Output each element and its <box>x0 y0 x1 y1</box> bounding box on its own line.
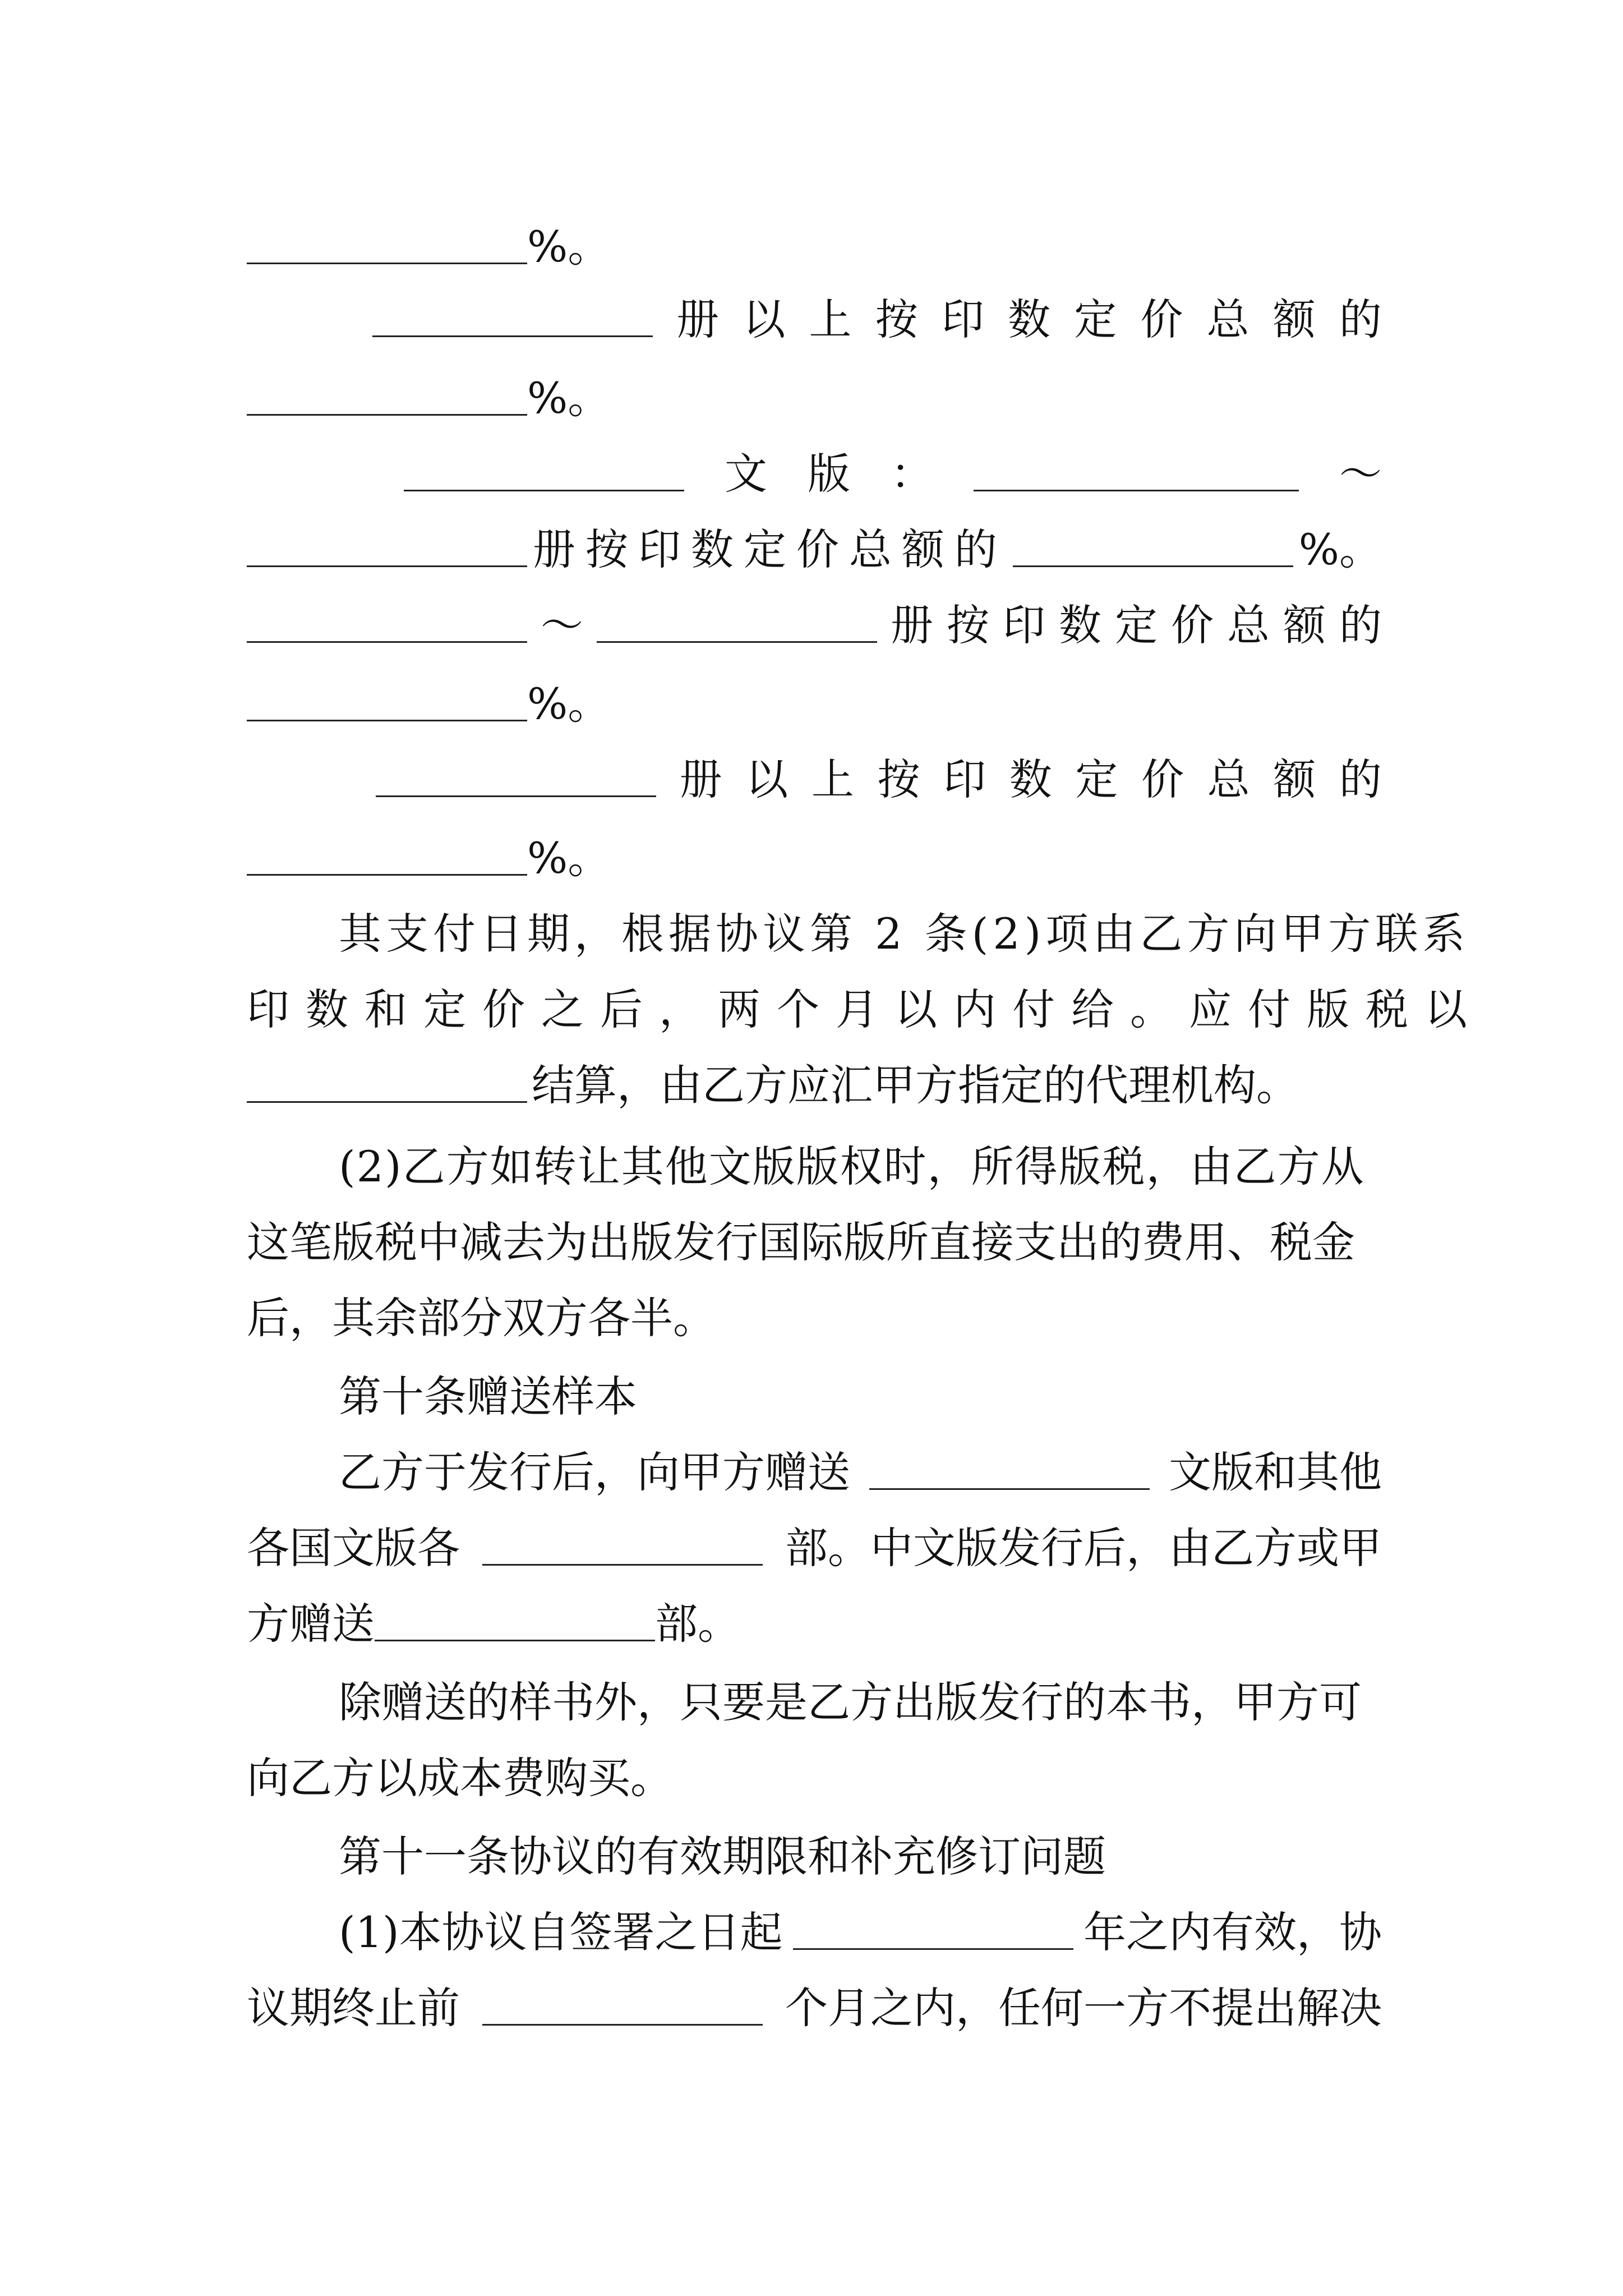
text-segment: 部。中文版发行后，由乙方或甲 <box>785 1523 1382 1573</box>
text-line <box>247 510 1382 589</box>
text-line <box>376 740 1382 819</box>
fill-in-blank[interactable] <box>793 1916 1073 1950</box>
text-line <box>247 208 1382 286</box>
text-segment: 总 <box>1207 754 1250 804</box>
text-segment: 印数和定价之后，两个月以内付给。应付版税以 <box>247 984 1483 1034</box>
text-segment: 册按印数定价总额的 <box>532 524 1007 574</box>
text-line <box>247 665 1382 743</box>
text-segment: 按 <box>877 754 920 804</box>
text-segment: 后，其余部分双方各半。 <box>247 1293 716 1343</box>
paragraph-line <box>339 1128 1382 1206</box>
paragraph-line <box>339 1893 1382 1972</box>
text-segment: %。 <box>527 679 611 729</box>
paragraph-line <box>339 1663 1382 1742</box>
text-segment: %。 <box>1298 524 1382 574</box>
paragraph-line <box>247 1585 1382 1663</box>
text-segment: 方赠送 <box>247 1599 375 1649</box>
text-segment: 按 <box>875 295 918 344</box>
text-segment: ： <box>891 449 933 499</box>
heading-text: 第十一条协议的有效期限和补充修订问题 <box>339 1832 1106 1881</box>
text-segment: 册 <box>891 600 933 650</box>
text-segment: 上 <box>809 295 852 344</box>
text-segment: 印 <box>1003 600 1045 650</box>
text-segment: 其支付日期，根据协议第 2 条(2)项由乙方向甲方联系 <box>339 909 1470 959</box>
paragraph-line <box>247 1279 1382 1358</box>
paragraph-line <box>247 1046 1382 1125</box>
text-segment: 的 <box>1339 295 1382 344</box>
text-segment: 定 <box>1074 295 1117 344</box>
fill-in-blank[interactable] <box>247 533 527 567</box>
text-segment: 除赠送的样书外，只要是乙方出版发行的本书，甲方可 <box>339 1677 1362 1727</box>
text-segment: 额 <box>1272 295 1316 344</box>
text-segment: 印 <box>943 754 986 804</box>
text-segment: %。 <box>527 222 611 272</box>
fill-in-blank[interactable] <box>247 381 527 416</box>
text-segment: ～ <box>541 600 583 650</box>
text-segment: 的 <box>1339 600 1382 650</box>
text-segment: 定 <box>1115 600 1158 650</box>
text-segment: (2)乙方如转让其他文版版权时，所得版税，由乙方从 <box>339 1142 1365 1191</box>
text-segment: 向乙方以成本费购买。 <box>247 1753 673 1803</box>
text-segment: 乙方于发行后，向甲方赠送 <box>339 1447 850 1497</box>
fill-in-blank[interactable] <box>376 763 656 797</box>
text-line <box>247 586 1382 665</box>
fill-in-blank[interactable] <box>869 1456 1150 1490</box>
text-segment: 以 <box>743 295 786 344</box>
text-segment: %。 <box>527 833 611 883</box>
text-segment: 总 <box>1206 295 1249 344</box>
text-segment: 文 <box>725 449 767 499</box>
paragraph-line <box>247 1203 1382 1282</box>
paragraph-line <box>247 1739 1382 1818</box>
fill-in-blank[interactable] <box>247 609 527 643</box>
text-line <box>372 280 1382 359</box>
text-segment: 数 <box>1009 754 1052 804</box>
fill-in-blank[interactable] <box>375 1607 655 1641</box>
text-line <box>247 819 1382 898</box>
text-segment: 部。 <box>655 1599 740 1649</box>
text-segment: 价 <box>1140 295 1183 344</box>
fill-in-blank[interactable] <box>247 687 527 721</box>
fill-in-blank[interactable] <box>1013 533 1293 567</box>
text-segment: 结算，由乙方应汇甲方指定的代理机构。 <box>532 1060 1299 1110</box>
text-segment: %。 <box>527 373 611 423</box>
section-heading <box>339 1358 1382 1436</box>
text-segment: 年之内有效，协 <box>1083 1907 1382 1957</box>
text-segment: 册 <box>676 295 720 344</box>
fill-in-blank[interactable] <box>404 457 684 491</box>
fill-in-blank[interactable] <box>482 1991 763 2026</box>
text-segment: 以 <box>745 754 789 804</box>
paragraph-line <box>339 1433 1382 1512</box>
text-segment: (1)本协议自签署之日起 <box>339 1907 783 1957</box>
text-segment: 定 <box>1075 754 1118 804</box>
paragraph-line <box>247 1509 1382 1588</box>
text-line <box>404 435 1382 513</box>
text-segment: 按 <box>947 600 989 650</box>
text-segment: 总 <box>1227 600 1270 650</box>
fill-in-blank[interactable] <box>372 303 653 337</box>
fill-in-blank[interactable] <box>974 457 1299 491</box>
text-segment: 的 <box>1339 754 1382 804</box>
text-segment: 版 <box>808 449 850 499</box>
text-segment: 价 <box>1141 754 1184 804</box>
fill-in-blank[interactable] <box>247 230 527 264</box>
text-segment: 额 <box>1283 600 1326 650</box>
paragraph-line <box>247 970 1483 1049</box>
text-segment: 文版和其他 <box>1169 1447 1382 1497</box>
text-segment: 这笔版税中减去为出版发行国际版所直接支出的费用、税金 <box>247 1217 1355 1267</box>
text-segment: 各国文版各 <box>247 1523 460 1573</box>
text-segment: 个月之内，任何一方不提出解决 <box>785 1983 1382 2033</box>
paragraph-line <box>339 895 1470 973</box>
text-line <box>247 359 1382 438</box>
fill-in-blank[interactable] <box>597 609 877 643</box>
text-segment: 上 <box>811 754 854 804</box>
fill-in-blank[interactable] <box>482 1531 763 1566</box>
paragraph-line <box>247 1969 1382 2047</box>
text-segment: 册 <box>679 754 722 804</box>
text-segment: 数 <box>1008 295 1051 344</box>
section-heading <box>339 1818 1382 1896</box>
text-segment: 议期终止前 <box>247 1983 460 2033</box>
text-segment: ～ <box>1339 449 1382 499</box>
text-segment: 数 <box>1059 600 1101 650</box>
text-segment: 价 <box>1171 600 1214 650</box>
text-segment: 印 <box>941 295 984 344</box>
fill-in-blank[interactable] <box>247 1069 527 1103</box>
fill-in-blank[interactable] <box>247 841 527 876</box>
heading-text: 第十条赠送样本 <box>339 1372 637 1421</box>
text-segment: 额 <box>1273 754 1316 804</box>
